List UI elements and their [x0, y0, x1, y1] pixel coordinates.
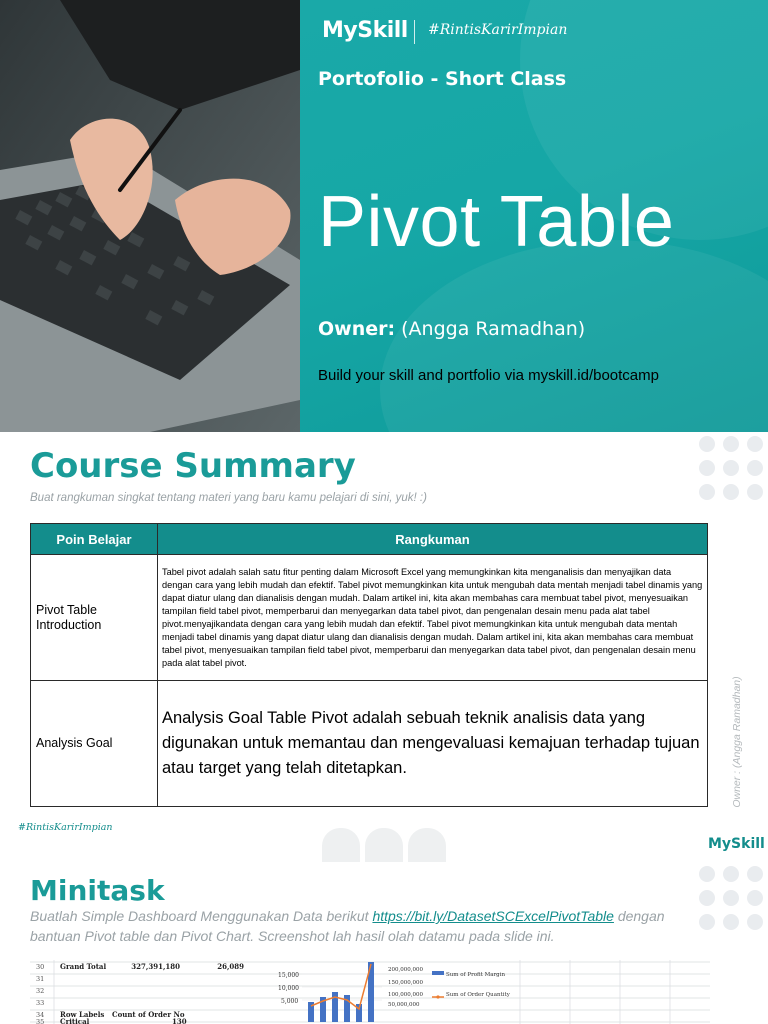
sheet-cell: Row Labels [60, 1010, 105, 1019]
chart2-tick: 100,000,000 [388, 992, 423, 998]
chart-line [311, 964, 371, 1009]
side-owner-watermark [729, 664, 745, 824]
legend-label: Sum of Profit Margin [446, 972, 505, 978]
brand-hashtag: #RintisKarirImpian [428, 22, 568, 38]
brand-logo: MySkill [322, 18, 408, 43]
sheet-cell: 327,391,180 [131, 962, 180, 971]
decorative-bumps [322, 828, 446, 862]
owner-name: (Angga Ramadhan) [401, 318, 586, 340]
summary-cell: Tabel pivot adalah salah satu fitur penting dalam Microsoft Excel yang memungkinkan kita menganalisis dan menyajikan data dengan cara yang lebih mudah dan efektif. Tabel pivot memungkinkan kita untuk mengubah data mentah menjadi tabel dinamis yang dapat diatur ulang dan dianalisis dengan mudah. Dalam artikel ini, kita akan membahas cara membuat tabel pivot, menyesuaikan tampilan field tabel pivot, memperbarui dan menyegarkan data tabel pivot, dan pengenalan desain menu pada alat tabel pivot.menyajikandata dengan cara yang lebih mudah dan efektif. Tabel pivot memungkinkan kita untuk mengubah data mentah menjadi tabel dinamis yang dapat diatur ulang dan dianalisis dengan mudah. Dalam artikel ini, kita akan membahas cara membuat tabel pivot, menyesuaikan tampilan field tabel pivot, memperbarui dan menyegarkan data tabel pivot, dan pengenalan desain menu pada alat tabel pivot. [158, 555, 708, 681]
chart2-tick: 150,000,000 [388, 980, 423, 986]
laptop-photo [0, 0, 300, 432]
hero-subtitle: Portofolio - Short Class [318, 68, 567, 90]
minitask-description [30, 906, 710, 946]
summary-cell: Analysis Goal Table Pivot adalah sebuah teknik analisis data yang digunakan untuk memantau dan mengevaluasi kemajuan terhadap tujuan atau target yang telah ditetapkan. [158, 681, 708, 807]
footer-brand-logo: MySkill [708, 836, 765, 852]
sheet-cell: 130 [172, 1017, 187, 1024]
laptop-illustration [0, 0, 300, 432]
col-header-point: Poin Belajar [31, 524, 158, 555]
sheet-cell: Grand Total [60, 962, 107, 971]
point-cell: Analysis Goal [31, 681, 158, 807]
dataset-link[interactable]: https://bit.ly/DatasetSCExcelPivotTable [372, 908, 614, 924]
table-row [31, 681, 708, 807]
sheet-row-num: 34 [36, 1011, 45, 1019]
page-title: Pivot Table [318, 182, 675, 262]
summary-hint: Buat rangkuman singkat tentang materi yang baru kamu pelajari di sini, yuk! :) [30, 492, 427, 504]
sheet-row-num: 32 [36, 987, 45, 995]
legend-label: Sum of Order Quantity [446, 992, 510, 998]
chart1-tick: 15,000 [278, 972, 299, 979]
side-owner-text: Owner : (Angga Ramadhan) [731, 676, 743, 808]
table-header-row [31, 524, 708, 555]
minitask-desc-before: Buatlah Simple Dashboard Menggunakan Data berikut [30, 908, 373, 924]
sheet-cell: Critical [60, 1017, 90, 1024]
footer-hashtag: #RintisKarirImpian [18, 822, 113, 833]
chart1-tick: 5,000 [281, 998, 299, 1005]
sheet-row-num: 35 [36, 1018, 45, 1024]
spreadsheet-canvas [30, 960, 710, 1024]
spreadsheet-screenshot [30, 960, 710, 1024]
sheet-cell: Count of Order No [112, 1010, 185, 1019]
table-row [31, 555, 708, 681]
sheet-row-num: 30 [36, 963, 45, 971]
decorative-dots-top [699, 436, 763, 500]
chart2-tick: 50,000,000 [388, 1002, 420, 1008]
hero-tagline: Build your skill and portfolio via myskill.id/bootcamp [318, 367, 659, 384]
sheet-row-num: 31 [36, 975, 45, 983]
point-cell: Pivot Table Introduction [31, 555, 158, 681]
chart2-tick: 200,000,000 [388, 967, 423, 973]
col-header-summary: Rangkuman [158, 524, 708, 555]
brand-divider [414, 20, 415, 44]
legend-swatch-bar [432, 971, 444, 975]
owner-line [318, 318, 585, 340]
sheet-row-num: 33 [36, 999, 45, 1007]
hero-banner [0, 0, 768, 432]
sheet-cell: 26,089 [217, 962, 244, 971]
minitask-desc-after: dengan bantuan Pivot table dan Pivot Chart. Screenshot lah hasil olah datamu pada slide ini. [30, 908, 665, 944]
pivot-chart [278, 962, 511, 1022]
summary-title: Course Summary [30, 446, 356, 486]
chart1-tick: 10,000 [278, 985, 299, 992]
summary-table [30, 523, 708, 807]
minitask-title: Minitask [30, 874, 165, 907]
owner-label: Owner: [318, 318, 396, 340]
